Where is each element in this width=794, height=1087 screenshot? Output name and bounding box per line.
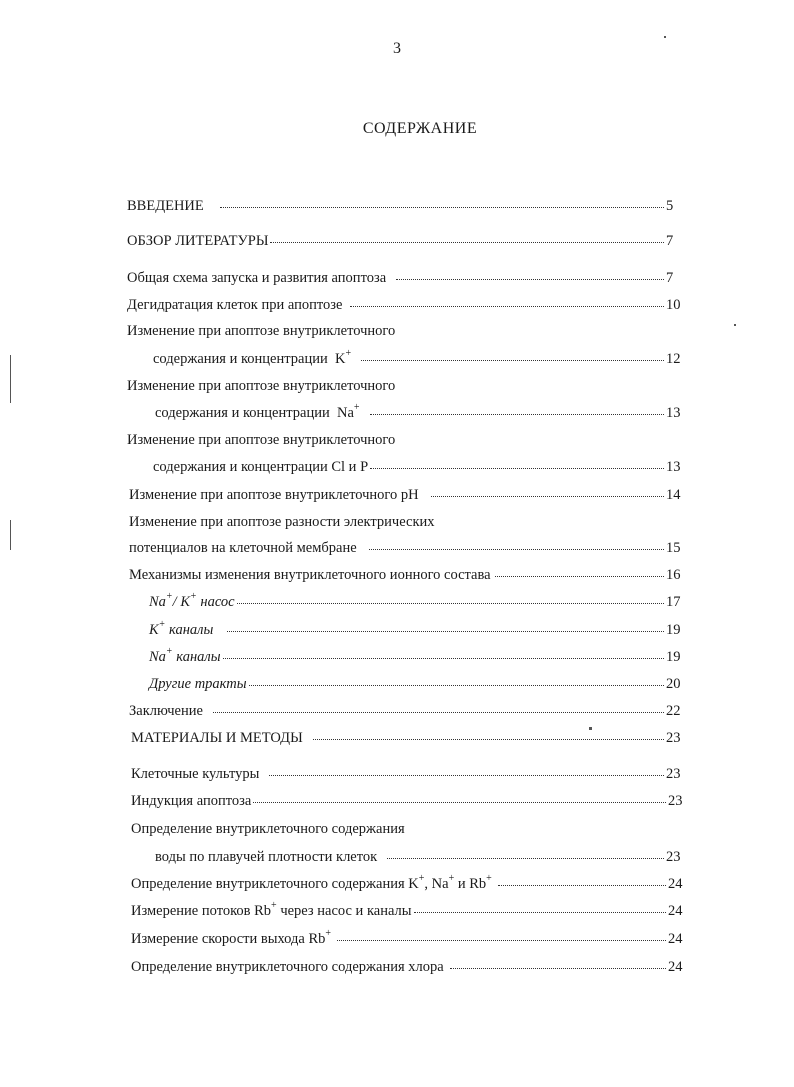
toc-entry-label: Изменение при апоптозе внутриклеточного pH	[129, 487, 419, 503]
toc-entry-na-k-pump[interactable]	[149, 591, 682, 613]
page-title: СОДЕРЖАНИЕ	[362, 120, 478, 137]
toc-page-number: 19	[666, 622, 681, 638]
toc-page-number: 24	[668, 903, 683, 919]
toc-entry-ph[interactable]	[129, 484, 682, 506]
toc-entry-potential-line1: Изменение при апоптозе разности электрических	[129, 514, 435, 530]
toc-page-number: 22	[666, 703, 681, 719]
toc-page-number: 17	[666, 594, 681, 610]
dot-leader	[414, 912, 666, 913]
dot-leader	[337, 940, 666, 941]
toc-entry-literature-review[interactable]	[127, 230, 682, 252]
toc-page-number: 19	[666, 649, 681, 665]
dot-leader	[396, 279, 664, 280]
toc-entry-label: Общая схема запуска и развития апоптоза	[127, 270, 387, 286]
toc-page-number: 15	[666, 540, 681, 556]
toc-page-number: 12	[666, 351, 681, 367]
toc-entry-cl-line1: Изменение при апоптозе внутриклеточного	[127, 432, 396, 448]
toc-entry-cell-cultures[interactable]	[131, 763, 682, 785]
toc-page-number: 23	[666, 766, 681, 782]
toc-entry-k-concentration[interactable]	[153, 348, 682, 370]
toc-entry-apoptosis-scheme[interactable]	[127, 267, 682, 289]
toc-entry-membrane-potential[interactable]	[129, 537, 682, 559]
toc-page-number: 24	[668, 959, 683, 975]
toc-entry-label: воды по плавучей плотности клеток	[155, 849, 378, 865]
toc-entry-ion-mechanisms[interactable]	[129, 564, 682, 586]
toc-entry-water-line1: Определение внутриклеточного содержания	[131, 821, 405, 837]
dot-leader	[269, 775, 664, 776]
toc-page-number: 23	[668, 793, 683, 809]
dot-leader	[313, 739, 664, 740]
dot-leader	[361, 360, 664, 361]
toc-entry-conclusion[interactable]	[129, 700, 682, 722]
toc-entry-label: Na+/ K+ насос	[149, 591, 235, 610]
dot-leader	[223, 658, 664, 659]
dot-leader	[450, 968, 666, 969]
scan-speck	[589, 727, 592, 730]
toc-entry-dehydration[interactable]	[127, 294, 682, 316]
toc-entry-other-tracts[interactable]	[149, 673, 682, 695]
toc-entry-label: Определение внутриклеточного содержания хлора	[131, 959, 444, 975]
dot-leader	[270, 242, 664, 243]
toc-entry-cl-concentration[interactable]	[153, 456, 682, 478]
toc-entry-na-concentration[interactable]	[155, 402, 682, 424]
toc-entry-label: потенциалов на клеточной мембране	[129, 540, 357, 556]
dot-leader	[249, 685, 664, 686]
dot-leader	[227, 631, 664, 632]
toc-entry-label: ВВЕДЕНИЕ	[127, 198, 204, 214]
page-number: 3	[393, 40, 401, 57]
toc-page-number: 5	[666, 198, 674, 214]
toc-entry-apoptosis-induction[interactable]	[131, 790, 684, 812]
toc-entry-introduction[interactable]	[127, 195, 682, 217]
toc-entry-label: содержания и концентрации Na+	[155, 402, 360, 421]
dot-leader	[369, 549, 664, 550]
toc-entry-k-line1: Изменение при апоптозе внутриклеточного	[127, 323, 396, 339]
dot-leader	[237, 603, 664, 604]
scan-mark	[10, 520, 11, 550]
toc-page-number: 20	[666, 676, 681, 692]
toc-page-number: 14	[666, 487, 681, 503]
toc-entry-label: Механизмы изменения внутриклеточного ионного состава	[129, 567, 491, 583]
dot-leader	[431, 496, 664, 497]
toc-page-number: 10	[666, 297, 681, 313]
scan-mark	[10, 355, 11, 403]
toc-entry-label: МАТЕРИАЛЫ И МЕТОДЫ	[131, 730, 303, 746]
dot-leader	[370, 414, 664, 415]
toc-entry-label: Дегидратация клеток при апоптозе	[127, 297, 343, 313]
toc-entry-label: Na+ каналы	[149, 646, 221, 665]
toc-page-number: 13	[666, 459, 681, 475]
dot-leader	[387, 858, 664, 859]
toc-entry-chloride-content[interactable]	[131, 956, 684, 978]
dot-leader	[213, 712, 664, 713]
toc-page-number: 23	[666, 849, 681, 865]
toc-entry-na-channels[interactable]	[149, 646, 682, 668]
toc-entry-label: Измерение потоков Rb+ через насос и каналы	[131, 900, 412, 919]
toc-entry-rb-fluxes[interactable]	[131, 900, 684, 922]
toc-entry-label: содержания и концентрации Cl и P	[153, 459, 369, 475]
toc-entry-k-channels[interactable]	[149, 619, 682, 641]
toc-entry-label: Измерение скорости выхода Rb+	[131, 928, 332, 947]
toc-entry-ion-content[interactable]	[131, 873, 684, 895]
toc-entry-materials-methods[interactable]	[131, 727, 682, 749]
dot-leader	[370, 468, 664, 469]
toc-entry-water-content[interactable]	[155, 846, 682, 868]
dot-leader	[498, 885, 666, 886]
toc-entry-rb-efflux[interactable]	[131, 928, 684, 950]
toc-page-number: 13	[666, 405, 681, 421]
toc-entry-label: Индукция апоптоза	[131, 793, 252, 809]
toc-entry-label: содержания и концентрации K+	[153, 348, 352, 367]
toc-entry-label: K+ каналы	[149, 619, 214, 638]
toc-page-number: 7	[666, 270, 674, 286]
toc-entry-na-line1: Изменение при апоптозе внутриклеточного	[127, 378, 396, 394]
dot-leader	[350, 306, 664, 307]
toc-page-number: 23	[666, 730, 681, 746]
scan-speck	[734, 324, 736, 326]
toc-entry-label: Другие тракты	[149, 676, 247, 692]
toc-page-number: 16	[666, 567, 681, 583]
toc-page-number: 7	[666, 233, 674, 249]
scan-speck	[664, 36, 666, 38]
toc-entry-label: ОБЗОР ЛИТЕРАТУРЫ	[127, 233, 269, 249]
dot-leader	[220, 207, 664, 208]
toc-entry-label: Заключение	[129, 703, 203, 719]
toc-entry-label: Клеточные культуры	[131, 766, 260, 782]
toc-entry-label: Определение внутриклеточного содержания K+, Na+ и Rb+	[131, 873, 492, 892]
dot-leader	[495, 576, 664, 577]
toc-page-number: 24	[668, 931, 683, 947]
dot-leader	[253, 802, 666, 803]
toc-page-number: 24	[668, 876, 683, 892]
